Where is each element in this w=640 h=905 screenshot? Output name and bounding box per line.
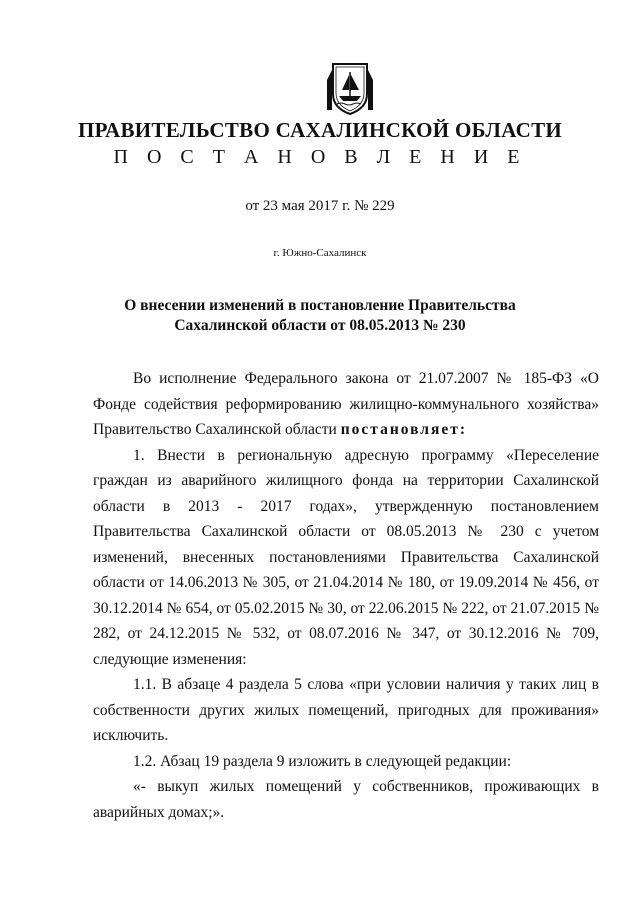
document-body	[93, 366, 599, 825]
item-1-paragraph: 1. Внести в региональную адресную программу «Переселение граждан из аварийного жилищного фонда на территории Сахалинской области в 2013 - 2017 годах», утвержденную постановлением Правительства Сахалинской области от 08.05.2013 № 230 с учетом изменений, внесенных постановлениями Правительства Сахалинской области от 14.06.2013 № 305, от 21.04.2014 № 180, от 19.09.2014 № 456, от 30.12.2014 № 654, от 05.02.2015 № 30, от 22.06.2015 № 222, от 21.07.2015 № 282, от 24.12.2015 № 532, от 08.07.2016 № 347, от 30.12.2016 № 709, следующие изменения:	[93, 446, 599, 668]
quote-paragraph: «- выкуп жилых помещений у собственников, проживающих в аварийных домах;».	[93, 778, 599, 821]
preamble-text: Во исполнение Федерального закона от 21.07.2007 № 185-ФЗ «О Фонде содействия реформированию жилищно-коммунального хозяйства» Правительство Сахалинской области	[93, 370, 599, 438]
subject-line-1: О внесении изменений в постановление Правительства	[124, 297, 516, 314]
sakhalin-coat-of-arms-icon	[325, 60, 375, 116]
document-subject	[0, 296, 640, 336]
item-1-1-paragraph: 1.1. В абзаце 4 раздела 5 слова «при условии наличия у таких лиц в собственности других жилых помещений, пригодных для проживания» исключить.	[93, 676, 599, 744]
item-1-2-paragraph: 1.2. Абзац 19 раздела 9 изложить в следующей редакции:	[133, 752, 512, 770]
subject-line-2: Сахалинской области от 08.05.2013 № 230	[174, 317, 466, 334]
preamble-paragraph	[93, 366, 599, 443]
document-date-number: от 23 мая 2017 г. № 229	[245, 198, 395, 214]
organization-title: ПРАВИТЕЛЬСТВО САХАЛИНСКОЙ ОБЛАСТИ	[77, 118, 563, 142]
document-city: г. Южно-Сахалинск	[273, 247, 367, 259]
document-type: П О С Т А Н О В Л Е Н И Е	[113, 146, 527, 168]
preamble-verb: постановляет:	[340, 421, 468, 438]
